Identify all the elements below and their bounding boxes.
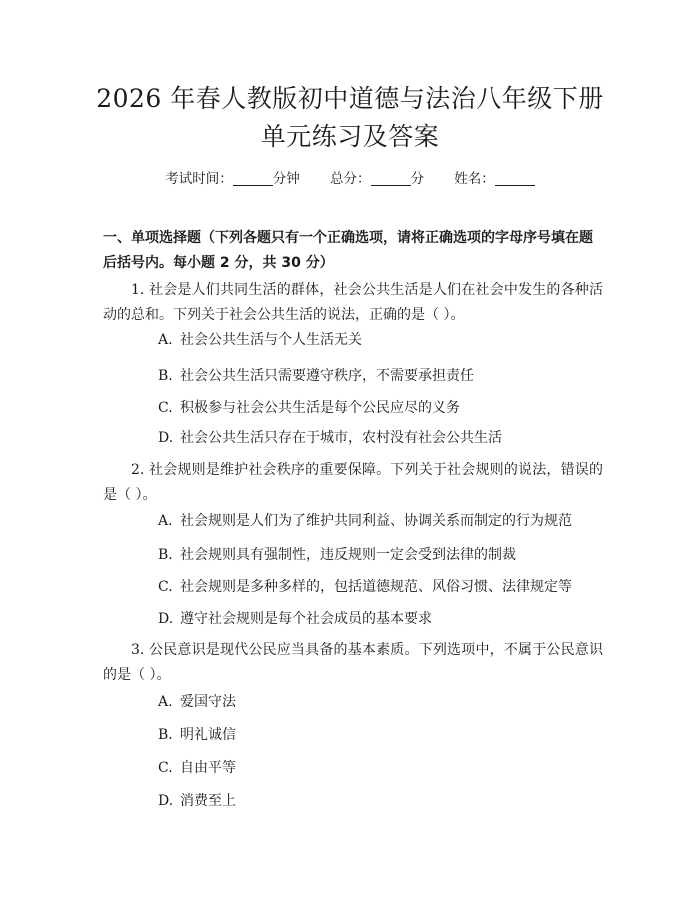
total-score-unit: 分: [410, 171, 424, 187]
total-score-field: [330, 169, 424, 189]
question-2-option-a: [158, 511, 572, 531]
student-name-field: [454, 169, 535, 189]
option-letter: D.: [158, 793, 174, 809]
option-text: 社会规则是多种多样的，包括道德规范、风俗习惯、法律规定等: [180, 579, 572, 595]
exam-title-line2: 单元练习及答案: [260, 122, 440, 151]
option-letter: B.: [158, 547, 173, 563]
exam-time-label: 考试时间：: [165, 171, 233, 187]
exam-time-field: [165, 169, 300, 189]
option-text: 社会公共生活只存在于城市，农村没有社会公共生活: [180, 430, 502, 446]
student-name-blank: [495, 171, 535, 186]
option-letter: A.: [158, 332, 173, 348]
question-3-option-d: [158, 791, 236, 811]
section-heading-single-choice: 一、单项选择题（下列各题只有一个正确选项，请将正确选项的字母序号填在题后括号内。每小题 2 分，共 30 分）: [103, 230, 593, 271]
question-3-stem: 3. 公民意识是现代公民应当具备的基本素质。下列选项中，不属于公民意识的是（ ）。: [103, 642, 603, 683]
option-letter: C.: [158, 400, 173, 416]
option-text: 遵守社会规则是每个社会成员的基本要求: [180, 611, 432, 627]
question-3-option-c: [158, 758, 236, 778]
question-2-option-b: [158, 545, 516, 565]
option-letter: B.: [158, 368, 173, 384]
option-text: 社会规则具有强制性，违反规则一定会受到法律的制裁: [180, 547, 516, 563]
exam-time-unit: 分钟: [272, 171, 300, 187]
option-letter: C.: [158, 579, 173, 595]
option-text: 社会规则是人们为了维护共同利益、协调关系而制定的行为规范: [180, 513, 572, 529]
question-1-option-d: [158, 428, 502, 448]
student-name-label: 姓名：: [454, 171, 495, 187]
total-score-label: 总分：: [330, 171, 371, 187]
option-letter: A.: [158, 694, 173, 710]
option-text: 爱国守法: [180, 694, 236, 710]
option-letter: B.: [158, 727, 173, 743]
question-2-option-c: [158, 577, 572, 597]
option-text: 自由平等: [180, 760, 236, 776]
option-text: 消费至上: [180, 793, 236, 809]
option-letter: C.: [158, 760, 173, 776]
option-letter: D.: [158, 430, 174, 446]
exam-time-blank: [233, 171, 273, 186]
question-1-option-a: [158, 330, 362, 350]
question-3-option-b: [158, 725, 236, 745]
option-letter: A.: [158, 513, 173, 529]
question-1-option-c: [158, 398, 460, 418]
question-2-stem: 2. 社会规则是维护社会秩序的重要保障。下列关于社会规则的说法，错误的是（ ）。: [103, 462, 603, 503]
option-text: 社会公共生活只需要遵守秩序，不需要承担责任: [180, 368, 474, 384]
question-1-stem: 1. 社会是人们共同生活的群体，社会公共生活是人们在社会中发生的各种活动的总和。下列关于社会公共生活的说法，正确的是（ ）。: [103, 282, 603, 323]
option-text: 明礼诚信: [180, 727, 236, 743]
question-3-option-a: [158, 692, 236, 712]
question-2-option-d: [158, 609, 432, 629]
exam-title-line1: 2026 年春人教版初中道德与法治八年级下册: [96, 84, 604, 113]
exam-info-row: [0, 169, 700, 189]
option-text: 社会公共生活与个人生活无关: [180, 332, 362, 348]
question-1-option-b: [158, 366, 474, 386]
total-score-blank: [371, 171, 411, 186]
option-letter: D.: [158, 611, 174, 627]
option-text: 积极参与社会公共生活是每个公民应尽的义务: [180, 400, 460, 416]
